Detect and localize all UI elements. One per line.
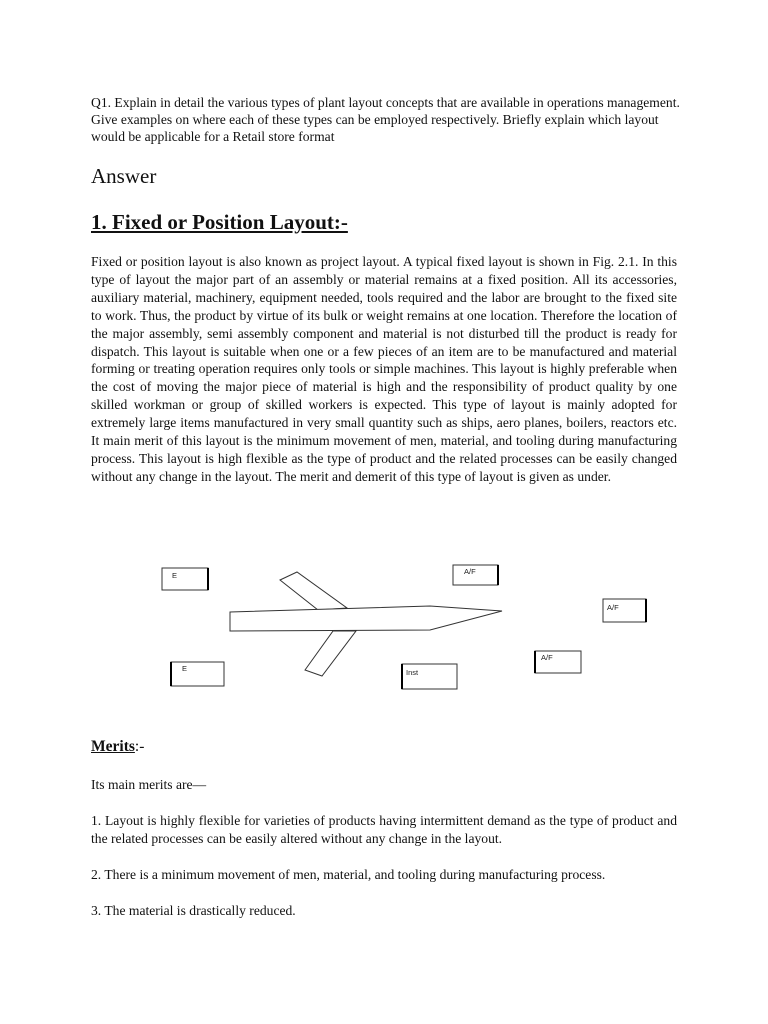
box-af-bottom-label: A/F (541, 653, 553, 662)
merits-intro: Its main merits are— (91, 777, 207, 792)
fixed-layout-paragraph: Fixed or position layout is also known as project layout. A typical fixed layout is shown in Fig. 2.1. In this type of layout the major part of an assembly or material remains at a fixed position. All its accessories, auxiliary material, machinery, equipment needed, tools required and the labor are brought to the fixed site to work. Thus, the product by virtue of its bulk or weight remains at one location. Therefore the location of the major assembly, semi assembly component and material is not disturbed till the product is ready for dispatch. This layout is suitable when one or a few pieces of an item are to be manufactured and material forming or treating operation requires only tools or simple machines. This layout is highly preferable when the cost of moving the major piece of material is high and the responsibility of product quality by one skilled workman or group of skilled workers is expected. This type of layout is mainly adopted for extremely large items manufactured in very small quantity such as ships, aero planes, boilers, reactors etc. It main merit of this layout is the minimum movement of men, material, and tooling during manufacturing process. This layout is high flexible as the type of product and the related processes can be easily changed without any change in the layout. The merit and demerit of this type of layout is given as under. (91, 254, 677, 484)
aircraft-fuselage (230, 606, 502, 631)
merits-heading-text: Merits (91, 738, 135, 755)
box-e-bottom (171, 662, 224, 686)
box-af-top (453, 565, 498, 585)
answer-heading: Answer (91, 164, 157, 188)
box-e-top (162, 568, 208, 590)
merits-heading-suffix: :- (134, 738, 145, 755)
aircraft-upper-wing (280, 572, 347, 610)
box-e-top-label: E (172, 571, 178, 580)
merit-item-3: 3. The material is drastically reduced. (91, 903, 296, 918)
merit-item-2: 2. There is a minimum movement of men, material, and tooling during manufacturing process. (91, 867, 606, 882)
merit-item-1: 1. Layout is highly flexible for varieties of products having intermittent demand as the type of product and the related processes can be easily altered without any change in the layout. (91, 813, 677, 846)
box-inst-label: Inst (406, 668, 419, 677)
box-af-right (603, 599, 646, 622)
box-af-top-label: A/F (464, 567, 476, 576)
merits-heading (91, 737, 144, 757)
question-text: Q1. Explain in detail the various types of plant layout concepts that are available in operations management. Give examples on where each of these types can be employed respectively. Briefly explain which layout would be applicable for a Retail store format (91, 95, 680, 144)
section-heading: 1. Fixed or Position Layout:- (91, 210, 348, 234)
box-af-bottom (535, 651, 581, 673)
box-e-bottom-label: E (182, 664, 188, 673)
aircraft-lower-wing (305, 631, 356, 676)
box-inst (402, 664, 457, 689)
box-af-right-label: A/F (607, 603, 619, 612)
